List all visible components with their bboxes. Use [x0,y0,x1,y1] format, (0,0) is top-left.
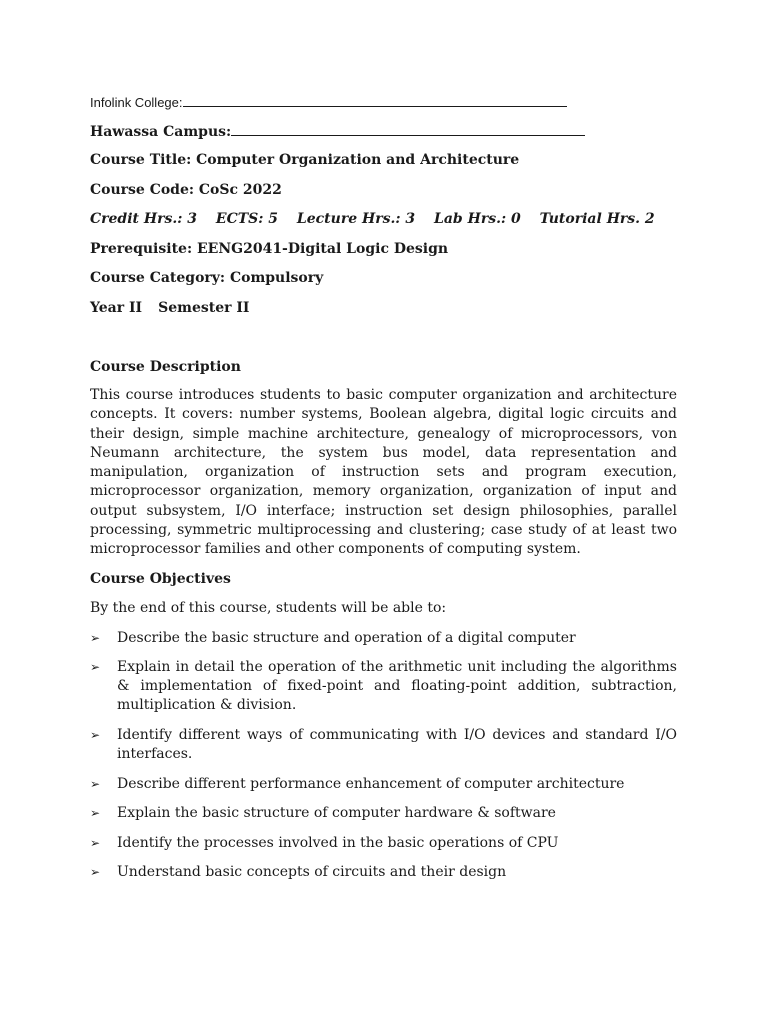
ects: ECTS: 5 [215,211,279,227]
college-label: Infolink College: [90,95,183,110]
description-text: This course introduces students to basic computer organization and architecture concepts. It covers: number systems, Boolean algebra, digital logic circuits and their design, simple machine architecture, genealogy of microprocessors, von Neumann architecture, the system bus model, data representation and manipulation, organization of instruction sets and program execution, microprocessor organization, memory organization, organization of input and output subsystem, I/O interface; instruction set design philosophies, parallel processing, symmetric multiprocessing and clustering; case study of at least two microprocessor families and other components of computing system. [90,387,677,558]
objective-item: ➢ Explain the basic structure of computer hardware & software [90,805,556,821]
year: Year II [90,300,143,316]
campus-blank [231,122,585,136]
college-blank [183,93,567,107]
description-heading: Course Description [90,359,241,375]
bullet-arrow-icon: ➢ [90,728,101,742]
year-semester-line [90,299,249,317]
objective-item: ➢ Understand basic concepts of circuits and their design [90,864,507,880]
objective-item: ➢ Describe the basic structure and operation of a digital computer [90,630,576,646]
credit-hours-line [90,210,669,228]
course-category: Course Category: Compulsory [90,270,324,286]
prerequisite: Prerequisite: EENG2041-Digital Logic Design [90,241,449,257]
objective-item: ➢ Describe different performance enhancement of computer architecture [90,776,625,792]
college-line [90,93,567,112]
objective-item: ➢ Explain in detail the operation of the arithmetic unit including the algorithms & implementation of fixed-point and floating-point addition, subtraction, multiplication & division. [90,659,677,713]
bullet-arrow-icon: ➢ [90,836,101,850]
objective-item: ➢ Identify the processes involved in the basic operations of CPU [90,835,559,851]
lecture-hrs: Lecture Hrs.: 3 [296,211,416,227]
semester: Semester II [158,300,250,316]
course-title: Course Title: Computer Organization and Architecture [90,152,520,168]
bullet-arrow-icon: ➢ [90,660,101,674]
objective-item: ➢ Identify different ways of communicating with I/O devices and standard I/O interfaces. [90,727,677,762]
campus-label: Hawassa Campus: [90,124,232,140]
lab-hrs: Lab Hrs.: 0 [434,211,521,227]
objectives-heading: Course Objectives [90,571,231,587]
bullet-arrow-icon: ➢ [90,631,101,645]
tutorial-hrs: Tutorial Hrs. 2 [539,211,655,227]
credit-hrs: Credit Hrs.: 3 [90,211,198,227]
bullet-arrow-icon: ➢ [90,806,101,820]
course-code: Course Code: CoSc 2022 [90,182,282,198]
bullet-arrow-icon: ➢ [90,865,101,879]
objectives-intro: By the end of this course, students will be able to: [90,600,447,616]
campus-line [90,122,585,141]
bullet-arrow-icon: ➢ [90,777,101,791]
